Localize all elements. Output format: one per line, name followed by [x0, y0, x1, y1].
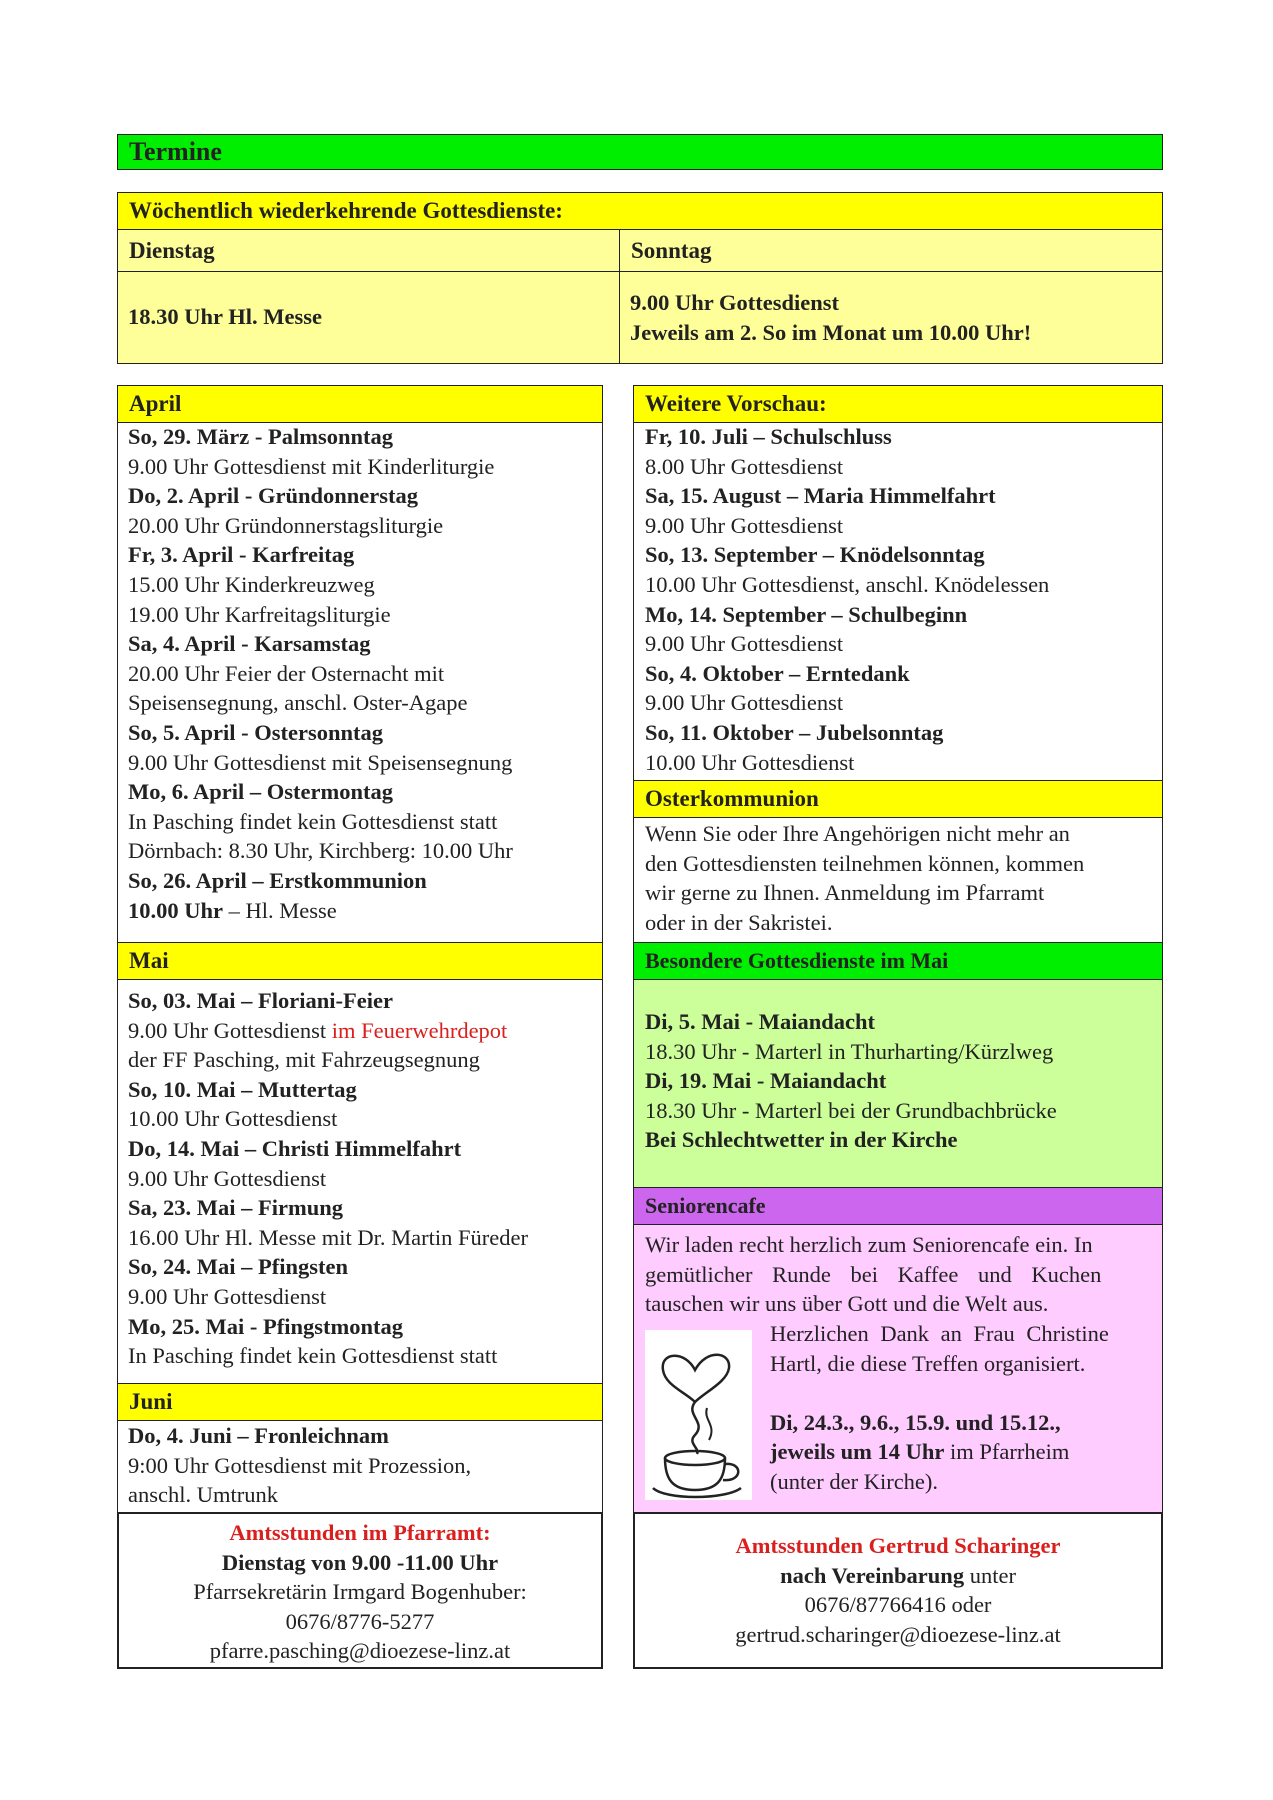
mai-event-line: der FF Pasching, mit Fahrzeugsegnung — [128, 1047, 480, 1073]
vorschau-header — [633, 385, 1163, 423]
besondere-event-line: 18.30 Uhr - Marterl in Thurharting/Kürzlweg — [645, 1038, 1054, 1064]
vorschau-event-line: 10.00 Uhr Gottesdienst — [645, 749, 855, 775]
mai-event-title: So, 03. Mai – Floriani-Feier — [128, 988, 393, 1013]
floriani-time: 9.00 Uhr Gottesdienst — [128, 1017, 332, 1043]
seniorencafe-dates: Di, 24.3., 9.6., 15.9. und 15.12., — [770, 1409, 1061, 1435]
mai-event-line: 9.00 Uhr Gottesdienst — [128, 1165, 327, 1191]
seniorencafe-line: tauschen wir uns über Gott und die Welt aus. — [645, 1291, 1049, 1317]
osterkommunion-text — [645, 819, 1084, 937]
vorschau-event-title: So, 13. September – Knödelsonntag — [645, 542, 985, 568]
april-event-title: Do, 2. April - Gründonnerstag — [128, 483, 419, 509]
vorschau-event-title: Mo, 14. September – Schulbeginn — [645, 601, 968, 627]
amtsstunden-gertrud-text — [633, 1531, 1163, 1649]
vorschau-event-line: 9.00 Uhr Gottesdienst — [645, 512, 844, 538]
amtsstunden-pfarramt-email[interactable]: pfarre.pasching@dioezese-linz.at — [209, 1638, 511, 1664]
seniorencafe-line: gemütlicher Runde bei Kaffee und Kuchen — [645, 1261, 1102, 1287]
weekly-day-dienstag — [117, 229, 620, 272]
april-events — [128, 422, 513, 925]
weekly-sonntag-text — [630, 288, 1031, 347]
osterkommunion-title: Osterkommunion — [645, 786, 819, 811]
unter-label: unter — [964, 1562, 1016, 1588]
juni-event-line: anschl. Umtrunk — [128, 1482, 278, 1508]
sonntag-line-1: 9.00 Uhr Gottesdienst — [630, 290, 839, 315]
april-event-title: Mo, 6. April – Ostermontag — [128, 779, 393, 805]
juni-event-line: 9:00 Uhr Gottesdienst mit Prozession, — [128, 1452, 472, 1478]
seniorencafe-line — [770, 1437, 1152, 1467]
osterkommunion-header — [633, 780, 1163, 818]
april-event-line: Dörnbach: 8.30 Uhr, Kirchberg: 10.00 Uhr — [128, 838, 513, 864]
vorschau-events — [645, 422, 1049, 777]
april-event-line: 20.00 Uhr Gründonnerstagsliturgie — [128, 512, 444, 538]
mai-event-title: Do, 14. Mai – Christi Himmelfahrt — [128, 1135, 462, 1161]
amtsstunden-gertrud-hours — [633, 1561, 1163, 1591]
april-event-line: 9.00 Uhr Gottesdienst mit Speisensegnung — [128, 749, 513, 775]
mai-header — [117, 942, 603, 980]
erstkommunion-rest: – Hl. Messe — [223, 897, 337, 923]
mai-event-title: Mo, 25. Mai - Pfingstmontag — [128, 1313, 403, 1339]
seniorencafe-line: Hartl, die diese Treffen organisiert. — [770, 1350, 1086, 1376]
vorschau-event-title: Fr, 10. Juli – Schulschluss — [645, 424, 892, 449]
amtsstunden-pfarramt-title: Amtsstunden im Pfarramt: — [229, 1520, 491, 1545]
osterkommunion-line: Wenn Sie oder Ihre Angehörigen nicht mehr an — [645, 821, 1070, 846]
mai-events — [128, 986, 528, 1371]
april-event-line: 9.00 Uhr Gottesdienst mit Kinderliturgie — [128, 453, 495, 479]
dienstag-label: Dienstag — [129, 237, 215, 263]
seniorencafe-line: (unter der Kirche). — [770, 1468, 939, 1494]
april-event-line: 15.00 Uhr Kinderkreuzweg — [128, 571, 375, 597]
seniorencafe-intro — [645, 1230, 1152, 1319]
vorschau-event-line: 8.00 Uhr Gottesdienst — [645, 453, 844, 479]
amtsstunden-pfarramt-secretary: Pfarrsekretärin Irmgard Bogenhuber: — [193, 1579, 527, 1605]
seniorencafe-place: im Pfarrheim — [944, 1439, 1070, 1465]
weekly-title — [117, 192, 1163, 230]
mai-event-line: 10.00 Uhr Gottesdienst — [128, 1106, 338, 1132]
weekly-day-sonntag — [619, 229, 1163, 272]
vorschau-event-title: So, 11. Oktober – Jubelsonntag — [645, 719, 944, 745]
besondere-event-title: Di, 19. Mai - Maiandacht — [645, 1068, 887, 1094]
osterkommunion-line: den Gottesdiensten teilnehmen können, kommen — [645, 850, 1085, 876]
seniorencafe-header — [633, 1187, 1163, 1225]
amtsstunden-gertrud-phone: 0676/87766416 oder — [804, 1592, 992, 1618]
osterkommunion-line: oder in der Sakristei. — [645, 909, 833, 935]
mai-event-title: So, 24. Mai – Pfingsten — [128, 1254, 349, 1280]
besondere-event-line: 18.30 Uhr - Marterl bei der Grundbachbrücke — [645, 1097, 1057, 1123]
termine-banner — [117, 134, 1163, 170]
vorschau-event-line: 9.00 Uhr Gottesdienst — [645, 690, 844, 716]
april-event-line — [128, 896, 513, 926]
vorschau-event-line: 9.00 Uhr Gottesdienst — [645, 631, 844, 657]
seniorencafe-title: Seniorencafe — [645, 1193, 766, 1218]
vorschau-event-line: 10.00 Uhr Gottesdienst, anschl. Knödelessen — [645, 571, 1050, 597]
amtsstunden-gertrud-title: Amtsstunden Gertrud Scharinger — [735, 1533, 1061, 1558]
april-event-title: Sa, 4. April - Karsamstag — [128, 631, 371, 657]
juni-events — [128, 1421, 471, 1510]
juni-event-title: Do, 4. Juni – Fronleichnam — [128, 1423, 389, 1448]
mai-event-line: 16.00 Uhr Hl. Messe mit Dr. Martin Füreder — [128, 1224, 528, 1250]
mai-event-line — [128, 1016, 528, 1046]
amtsstunden-pfarramt-text — [117, 1518, 603, 1666]
weekly-title-text: Wöchentlich wiederkehrende Gottesdienste: — [129, 198, 563, 223]
besondere-title: Besondere Gottesdienste im Mai — [645, 948, 949, 973]
seniorencafe-line: Wir laden recht herzlich zum Seniorencafe ein. In — [645, 1232, 1093, 1257]
vorschau-event-title: Sa, 15. August – Maria Himmelfahrt — [645, 483, 996, 509]
dienstag-line: 18.30 Uhr Hl. Messe — [128, 304, 322, 329]
sonntag-line-2: Jeweils am 2. So im Monat um 10.00 Uhr! — [630, 319, 1032, 345]
april-event-line: 19.00 Uhr Karfreitagsliturgie — [128, 601, 391, 627]
weekly-dienstag-text — [128, 302, 322, 332]
vorschau-event-title: So, 4. Oktober – Erntedank — [645, 660, 910, 686]
coffee-cup-heart-icon — [645, 1330, 752, 1500]
spacer — [770, 1378, 1152, 1408]
seniorencafe-time: jeweils um 14 Uhr — [770, 1439, 945, 1465]
april-title: April — [129, 391, 182, 416]
mai-event-title: Sa, 23. Mai – Firmung — [128, 1195, 344, 1221]
besondere-events — [645, 1007, 1057, 1155]
seniorencafe-details — [770, 1319, 1152, 1497]
april-event-line: 20.00 Uhr Feier der Osternacht mit — [128, 660, 445, 686]
vereinbarung-label: nach Vereinbarung — [780, 1562, 965, 1588]
juni-header — [117, 1383, 603, 1421]
amtsstunden-gertrud-email[interactable]: gertrud.scharinger@dioezese-linz.at — [735, 1621, 1061, 1647]
april-event-title: So, 29. März - Palmsonntag — [128, 424, 393, 449]
mai-title: Mai — [129, 948, 169, 973]
amtsstunden-pfarramt-hours: Dienstag von 9.00 -11.00 Uhr — [221, 1549, 499, 1575]
seniorencafe-line: Herzlichen Dank an Frau Christine — [770, 1321, 1109, 1346]
mai-event-line: 9.00 Uhr Gottesdienst — [128, 1283, 327, 1309]
termine-title: Termine — [129, 137, 222, 166]
april-event-title: So, 5. April - Ostersonntag — [128, 719, 384, 745]
mai-event-title: So, 10. Mai – Muttertag — [128, 1076, 357, 1102]
sonntag-label: Sonntag — [631, 237, 712, 263]
besondere-note: Bei Schlechtwetter in der Kirche — [645, 1127, 958, 1153]
besondere-event-title: Di, 5. Mai - Maiandacht — [645, 1009, 875, 1034]
vorschau-title: Weitere Vorschau: — [645, 391, 827, 416]
osterkommunion-line: wir gerne zu Ihnen. Anmeldung im Pfarramt — [645, 880, 1045, 906]
april-event-line: Speisensegnung, anschl. Oster-Agape — [128, 690, 468, 716]
april-header — [117, 385, 603, 423]
floriani-location: im Feuerwehrdepot — [331, 1017, 508, 1043]
amtsstunden-pfarramt-phone: 0676/8776-5277 — [285, 1608, 435, 1634]
erstkommunion-time: 10.00 Uhr — [128, 897, 223, 923]
april-event-title: So, 26. April – Erstkommunion — [128, 867, 427, 893]
besondere-header — [633, 942, 1163, 980]
mai-event-line: In Pasching findet kein Gottesdienst statt — [128, 1343, 498, 1369]
april-event-title: Fr, 3. April - Karfreitag — [128, 542, 355, 568]
juni-title: Juni — [129, 1389, 173, 1414]
april-event-line: In Pasching findet kein Gottesdienst statt — [128, 808, 498, 834]
